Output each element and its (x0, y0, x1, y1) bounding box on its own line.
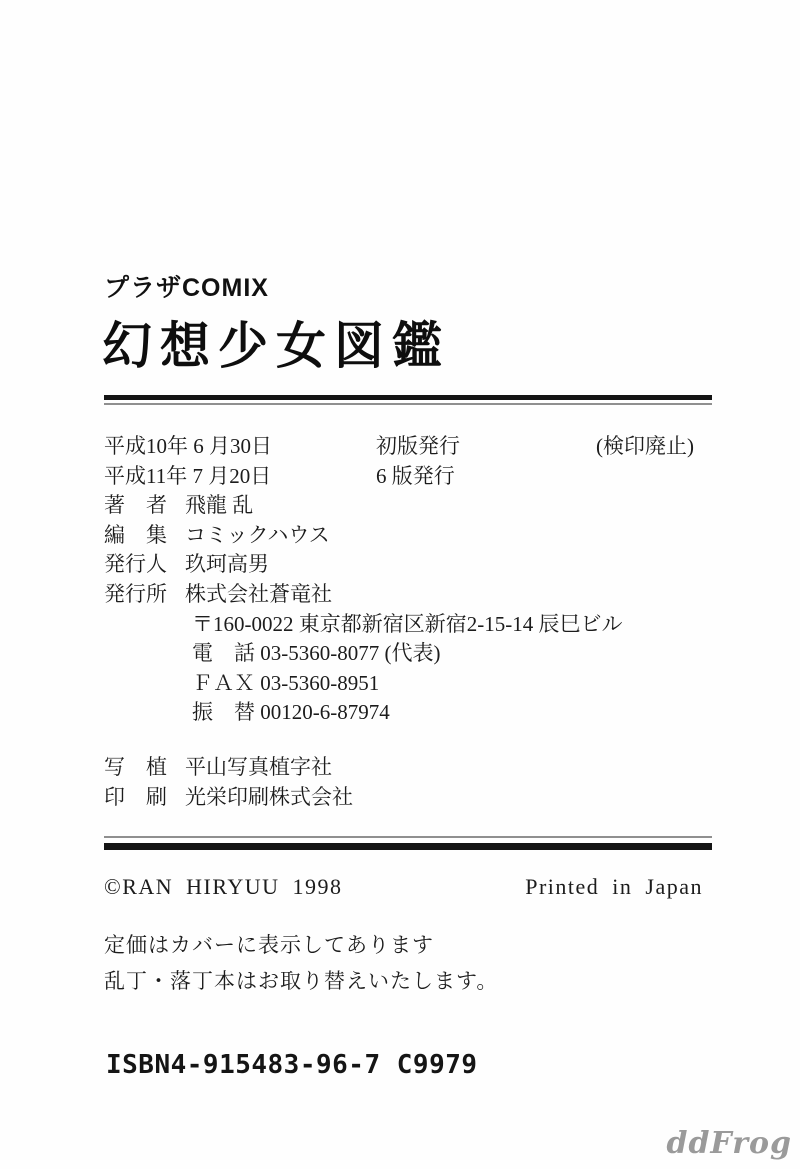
divider-top-thin-line (104, 403, 712, 405)
series-label: プラザCOMIX (104, 274, 269, 302)
publisher-company-row (104, 580, 712, 610)
typesetting-row (104, 753, 712, 783)
author-name: 飛龍 乱 (185, 493, 254, 518)
divider-bottom (104, 836, 712, 850)
ddfrog-watermark: ddFrog (666, 1126, 792, 1161)
author-row (104, 491, 712, 521)
first-edition-date: 平成10年 6 月30日 (104, 434, 272, 458)
author-label: 著 者 (104, 493, 167, 518)
sixth-edition-row (104, 462, 712, 492)
divider-top (104, 395, 712, 405)
phone-number: 03-5360-8077 (代表) (260, 641, 441, 666)
printing-label: 印 刷 (104, 784, 167, 809)
price-and-returns-notices (104, 928, 712, 999)
phone-label: 電 話 (192, 641, 255, 666)
fax-number: 03-5360-8951 (260, 670, 380, 695)
divider-bottom-thick-line (104, 843, 712, 850)
first-edition-label: 初版発行 (376, 434, 460, 458)
publisher-company-name: 株式会社蒼竜社 (185, 581, 332, 606)
divider-bottom-thin-line (104, 836, 712, 838)
fax-row (104, 669, 712, 699)
price-notice: 定価はカバーに表示してあります (104, 933, 434, 957)
fax-label: ＦＡＸ (192, 670, 255, 695)
copyright-text: ©RAN HIRYUU 1998 (104, 874, 343, 899)
publisher-address: 〒160-0022 東京都新宿区新宿2-15-14 辰巳ビル (192, 611, 623, 636)
first-edition-row (104, 432, 712, 462)
isbn-code: ISBN4-915483-96-7 C9979 (106, 1050, 478, 1080)
publisher-person-label: 発行人 (104, 552, 167, 577)
inspection-seal-note: (検印廃止) (596, 434, 694, 458)
printed-in-japan-text: Printed in Japan (525, 874, 703, 899)
production-info (104, 753, 712, 812)
publisher-company-label: 発行所 (104, 581, 167, 606)
returns-notice: 乱丁・落丁本はお取り替えいたします。 (104, 968, 499, 993)
divider-top-thick-line (104, 395, 712, 400)
sixth-edition-date: 平成11年 7 月20日 (104, 463, 272, 488)
editor-label: 編 集 (104, 522, 167, 547)
publication-info (104, 432, 712, 728)
postal-transfer-label: 振 替 (192, 700, 255, 725)
copyright-row (104, 874, 712, 900)
publisher-person-row (104, 550, 712, 580)
typesetting-company: 平山写真植字社 (185, 755, 332, 779)
editor-row (104, 521, 712, 551)
postal-transfer-row (104, 698, 712, 728)
printing-company: 光栄印刷株式会社 (185, 784, 353, 809)
editor-name: コミックハウス (185, 522, 330, 547)
postal-transfer-number: 00120-6-87974 (260, 700, 390, 725)
publisher-person-name: 玖珂高男 (185, 552, 269, 577)
sixth-edition-label: 6 版発行 (376, 463, 455, 488)
book-title: 幻想少女図鑑 (102, 318, 450, 374)
typesetting-label: 写 植 (104, 755, 167, 779)
phone-row (104, 639, 712, 669)
printing-row (104, 783, 712, 813)
